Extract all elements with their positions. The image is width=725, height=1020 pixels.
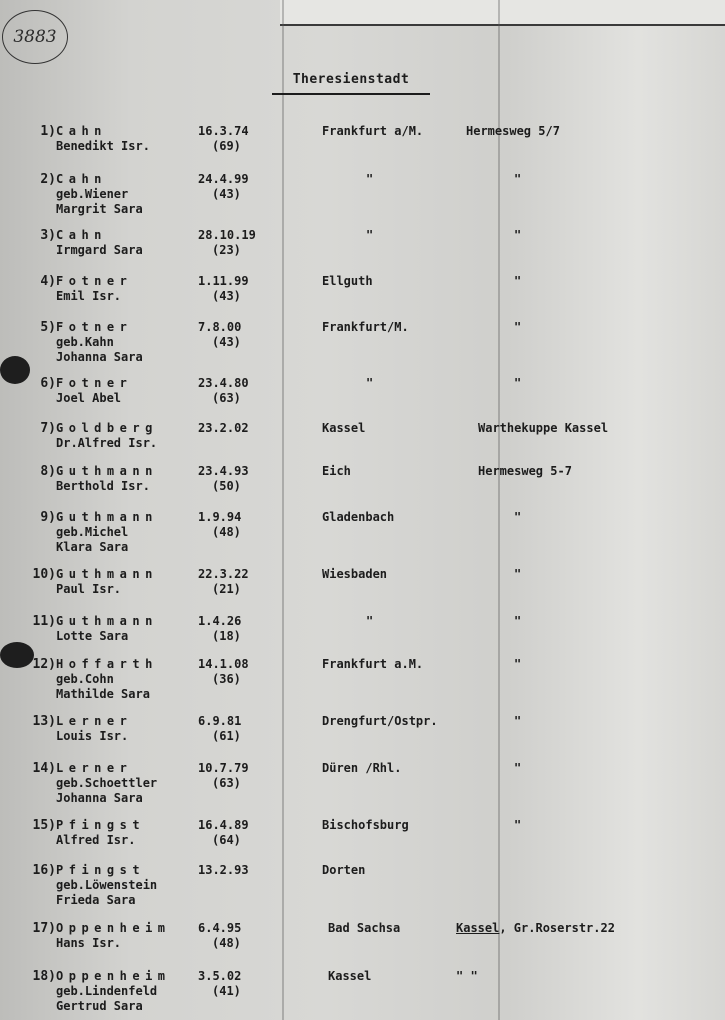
given-name-line: Irmgard Sara: [56, 243, 143, 257]
given-name-line: Mathilde Sara: [56, 687, 150, 701]
age: (63): [212, 776, 241, 790]
surname: Guthmann: [56, 464, 158, 478]
entry-number: 7): [40, 421, 56, 436]
address: [514, 510, 725, 525]
entry-number: 9): [40, 510, 56, 525]
age: (18): [212, 629, 241, 643]
archive-number-stamp: [2, 10, 68, 64]
birth-date: 1.9.94: [198, 510, 242, 524]
birth-place: ": [366, 172, 374, 186]
birth-place: Ellguth: [322, 274, 373, 288]
given-name-line: geb.Schoettler: [56, 776, 158, 790]
birth-date-block: [198, 172, 283, 202]
birth-place: Dorten: [322, 863, 366, 877]
entry-number: 13): [32, 714, 56, 729]
address-text: " ": [456, 969, 478, 983]
birth-place: Drengfurt/Ostpr.: [322, 714, 438, 728]
address-text: ": [514, 567, 522, 581]
ink-blot: [0, 356, 30, 384]
given-name-line: Emil Isr.: [56, 289, 122, 303]
given-name-line: Klara Sara: [56, 540, 129, 554]
address-text: ": [514, 228, 522, 242]
given-name-line: Frieda Sara: [56, 893, 136, 907]
birth-place: ": [366, 376, 374, 390]
person-name: [56, 657, 201, 702]
person-name: [56, 274, 201, 304]
address-text: Hermesweg 5/7: [466, 124, 560, 138]
birth-date-block: [198, 818, 283, 848]
address-text: ": [514, 274, 522, 288]
birth-place: ": [366, 228, 374, 242]
birth-date-block: [198, 614, 283, 644]
given-name-line: Berthold Isr.: [56, 479, 150, 493]
address-text: ": [514, 320, 522, 334]
birth-place: Frankfurt/M.: [322, 320, 409, 334]
given-name-line: Paul Isr.: [56, 582, 122, 596]
surname: Guthmann: [56, 614, 158, 628]
person-name: [56, 421, 201, 451]
birth-place: Bischofsburg: [322, 818, 409, 832]
address: [514, 320, 725, 335]
person-name: [56, 124, 201, 154]
archive-number: 3883: [13, 27, 57, 47]
entry-number: 15): [32, 818, 56, 833]
birth-place: Frankfurt a/M.: [322, 124, 424, 138]
age: (43): [212, 187, 241, 201]
surname: Cahn: [56, 124, 107, 138]
age: (61): [212, 729, 241, 743]
surname: Fotner: [56, 320, 133, 334]
address: [514, 274, 725, 289]
birth-date: 14.1.08: [198, 657, 249, 671]
given-name-line: Margrit Sara: [56, 202, 143, 216]
address: [514, 567, 725, 582]
entry-number: 8): [40, 464, 56, 479]
age: (41): [212, 984, 241, 998]
entry-number: 10): [32, 567, 56, 582]
address: [514, 714, 725, 729]
birth-place: Kassel: [322, 421, 366, 435]
surname: Fotner: [56, 274, 133, 288]
person-name: [56, 614, 201, 644]
surname: Pfingst: [56, 863, 146, 877]
entry-number: 3): [40, 228, 56, 243]
birth-date-block: [198, 376, 283, 406]
person-name: [56, 761, 201, 806]
person-name: [56, 510, 201, 555]
birth-date: 6.9.81: [198, 714, 242, 728]
address-text: , Gr.Roserstr.22: [499, 921, 615, 935]
birth-date-block: [198, 421, 283, 436]
surname: Fotner: [56, 376, 133, 390]
entry-number: 16): [32, 863, 56, 878]
birth-place: Eich: [322, 464, 351, 478]
given-name-line: Lotte Sara: [56, 629, 129, 643]
person-name: [56, 567, 201, 597]
address-text: Warthekuppe Kassel: [478, 421, 609, 435]
person-name: [56, 714, 201, 744]
birth-place: ": [366, 614, 374, 628]
birth-place: Wiesbaden: [322, 567, 388, 581]
fold-line: [498, 0, 500, 1020]
birth-place: Frankfurt a.M.: [322, 657, 424, 671]
surname: Guthmann: [56, 567, 158, 581]
given-name-line: Gertrud Sara: [56, 999, 143, 1013]
given-name-line: geb.Cohn: [56, 672, 114, 686]
surname: Cahn: [56, 228, 107, 242]
age: (48): [212, 936, 241, 950]
top-paper-band: [280, 0, 725, 26]
address: [478, 421, 725, 436]
birth-date-block: [198, 921, 283, 951]
birth-date-block: [198, 567, 283, 597]
given-name-line: Dr.Alfred Isr.: [56, 436, 158, 450]
birth-date: 1.11.99: [198, 274, 249, 288]
birth-date-block: [198, 464, 283, 494]
age: (64): [212, 833, 241, 847]
birth-date-block: [198, 761, 283, 791]
birth-date: 10.7.79: [198, 761, 249, 775]
given-name-line: Alfred Isr.: [56, 833, 136, 847]
person-name: [56, 969, 201, 1014]
birth-date: 7.8.00: [198, 320, 242, 334]
birth-date: 13.2.93: [198, 863, 249, 877]
age: (48): [212, 525, 241, 539]
birth-date: 23.2.02: [198, 421, 249, 435]
surname: Lerner: [56, 714, 133, 728]
given-name-line: Johanna Sara: [56, 350, 143, 364]
address-text: ": [514, 614, 522, 628]
address: [514, 172, 725, 187]
surname: Oppenheim: [56, 969, 171, 983]
birth-date: 3.5.02: [198, 969, 242, 983]
birth-date: 16.4.89: [198, 818, 249, 832]
age: (69): [212, 139, 241, 153]
age: (50): [212, 479, 241, 493]
person-name: [56, 320, 201, 365]
entry-number: 5): [40, 320, 56, 335]
given-name-line: Benedikt Isr.: [56, 139, 150, 153]
address-text: ": [514, 510, 522, 524]
birth-place: Düren /Rhl.: [322, 761, 402, 775]
birth-place: Kassel: [328, 969, 372, 983]
address: [456, 921, 706, 936]
address: [478, 464, 725, 479]
ink-blot: [0, 642, 34, 668]
birth-date: 23.4.93: [198, 464, 249, 478]
surname: Guthmann: [56, 510, 158, 524]
address-text: ": [514, 761, 522, 775]
surname: Oppenheim: [56, 921, 171, 935]
person-name: [56, 464, 201, 494]
address: [514, 614, 725, 629]
given-name-line: geb.Wiener: [56, 187, 129, 201]
address: [456, 969, 706, 984]
birth-date: 28.10.19: [198, 228, 256, 242]
address: [514, 376, 725, 391]
address-text: ": [514, 172, 522, 186]
birth-date-block: [198, 228, 283, 258]
address: [514, 761, 725, 776]
address: [514, 657, 725, 672]
birth-date-block: [198, 274, 283, 304]
birth-date: 1.4.26: [198, 614, 242, 628]
given-name-line: Hans Isr.: [56, 936, 122, 950]
birth-date-block: [198, 863, 283, 878]
address-city: Kassel: [456, 921, 500, 935]
address-text: Hermesweg 5-7: [478, 464, 572, 478]
birth-date-block: [198, 657, 283, 687]
given-name-line: Johanna Sara: [56, 791, 143, 805]
entry-number: 18): [32, 969, 56, 984]
entry-number: 14): [32, 761, 56, 776]
surname: Lerner: [56, 761, 133, 775]
entry-number: 4): [40, 274, 56, 289]
person-name: [56, 863, 201, 908]
age: (36): [212, 672, 241, 686]
birth-date-block: [198, 510, 283, 540]
surname: Pfingst: [56, 818, 146, 832]
age: (63): [212, 391, 241, 405]
birth-date-block: [198, 320, 283, 350]
surname: Cahn: [56, 172, 107, 186]
address-text: ": [514, 714, 522, 728]
address: [514, 228, 725, 243]
given-name-line: geb.Kahn: [56, 335, 114, 349]
person-name: [56, 228, 201, 258]
person-name: [56, 818, 201, 848]
birth-place: Bad Sachsa: [328, 921, 401, 935]
birth-date: 16.3.74: [198, 124, 249, 138]
birth-date-block: [198, 969, 283, 999]
birth-date-block: [198, 124, 283, 154]
person-name: [56, 921, 201, 951]
birth-place: Gladenbach: [322, 510, 395, 524]
entry-number: 6): [40, 376, 56, 391]
age: (21): [212, 582, 241, 596]
entry-number: 12): [32, 657, 56, 672]
birth-date: 23.4.80: [198, 376, 249, 390]
age: (43): [212, 289, 241, 303]
person-name: [56, 376, 201, 406]
page-title: Theresienstadt: [272, 72, 430, 95]
entry-number: 2): [40, 172, 56, 187]
entry-number: 11): [32, 614, 56, 629]
address: [466, 124, 716, 139]
birth-date: 24.4.99: [198, 172, 249, 186]
address-text: ": [514, 818, 522, 832]
entry-number: 17): [32, 921, 56, 936]
age: (43): [212, 335, 241, 349]
birth-date: 22.3.22: [198, 567, 249, 581]
given-name-line: geb.Löwenstein: [56, 878, 158, 892]
entry-number: 1): [40, 124, 56, 139]
birth-date: 6.4.95: [198, 921, 242, 935]
address-text: ": [514, 376, 522, 390]
surname: Hoffarth: [56, 657, 158, 671]
surname: Goldberg: [56, 421, 158, 435]
age: (23): [212, 243, 241, 257]
given-name-line: geb.Lindenfeld: [56, 984, 158, 998]
given-name-line: geb.Michel: [56, 525, 129, 539]
person-name: [56, 172, 201, 217]
given-name-line: Louis Isr.: [56, 729, 129, 743]
address: [514, 818, 725, 833]
address-text: ": [514, 657, 522, 671]
birth-date-block: [198, 714, 283, 744]
given-name-line: Joel Abel: [56, 391, 122, 405]
